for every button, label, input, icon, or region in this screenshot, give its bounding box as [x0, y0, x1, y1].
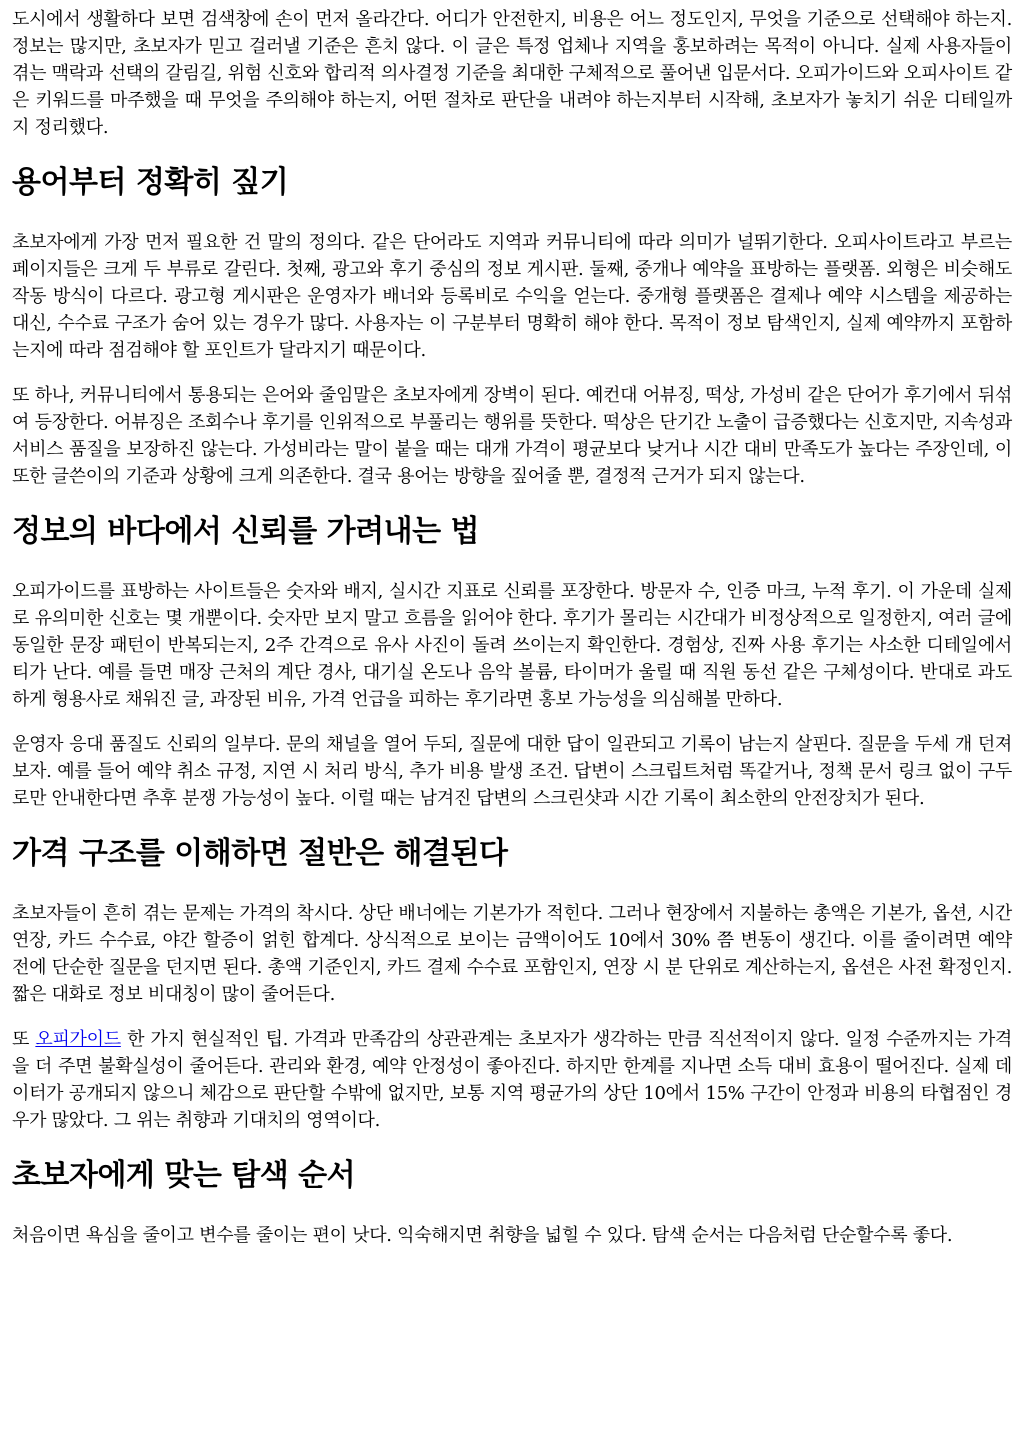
section-heading: 용어부터 정확히 짚기 [12, 165, 289, 200]
intro-paragraph: 도시에서 생활하다 보면 검색창에 손이 먼저 올라간다. 어디가 안전한지, 비용은 어느 정도인지, 무엇을 기준으로 선택해야 하는지. 정보는 많지만, 초보자가 믿고 걸러낼 기준은 흔치 않다. 이 글은 특정 업체나 지역을 홍보하려는 목적이 아니다. 실제 사용자들이 겪는 맥락과 선택의 갈림길, 위험 신호와 합리적 의사결정 기준을 최대한 구체적으로 풀어낸 입문서다. 오피가이드와 오피사이트 같은 키워드를 마주했을 때 무엇을 주의해야 하는지, 어떤 절차로 판단을 내려야 하는지부터 시작해, 초보자가 놓치기 쉬운 디테일까지 정리했다. [12, 9, 1012, 138]
body-paragraph: 초보자들이 흔히 겪는 문제는 가격의 착시다. 상단 배너에는 기본가가 적힌다. 그러나 현장에서 지불하는 총액은 기본가, 옵션, 시간 연장, 카드 수수료, 야간 할증이 얽힌 합계다. 상식적으로 보이는 금액이어도 10에서 30% 쯤 변동이 생긴다. 이를 줄이려면 예약 전에 단순한 질문을 던지면 된다. 총액 기준인지, 카드 결제 수수료 포함인지, 연장 시 분 단위로 계산하는지, 옵션은 사전 확정인지. 짧은 대화로 정보 비대칭이 많이 줄어든다. [12, 903, 1012, 1005]
body-paragraph: 처음이면 욕심을 줄이고 변수를 줄이는 편이 낫다. 익숙해지면 취향을 넓힐 수 있다. 탐색 순서는 다음처럼 단순할수록 좋다. [12, 1225, 953, 1246]
paragraph-prefix: 또 [12, 1029, 36, 1050]
section-heading: 정보의 바다에서 신뢰를 가려내는 법 [12, 514, 479, 549]
section-terminology [12, 163, 1012, 490]
opi-guide-link[interactable]: 오피가이드 [35, 1029, 121, 1050]
body-paragraph: 또 하나, 커뮤니티에서 통용되는 은어와 줄임말은 초보자에게 장벽이 된다. 예컨대 어뷰징, 떡상, 가성비 같은 단어가 후기에서 뒤섞여 등장한다. 어뷰징은 조회수나 후기를 인위적으로 부풀리는 행위를 뜻한다. 떡상은 단기간 노출이 급증했다는 신호지만, 지속성과 서비스 품질을 보장하진 않는다. 가성비라는 말이 붙을 때는 대개 가격이 평균보다 낮거나 시간 대비 만족도가 높다는 주장인데, 이 또한 글쓴이의 기준과 상황에 크게 의존한다. 결국 용어는 방향을 짚어줄 뿐, 결정적 근거가 되지 않는다. [12, 385, 1012, 487]
section-search-order [12, 1156, 1012, 1249]
section-trust [12, 512, 1012, 812]
paragraph-suffix: 한 가지 현실적인 팁. 가격과 만족감의 상관관계는 초보자가 생각하는 만큼 직선적이지 않다. 일정 수준까지는 가격을 더 주면 불확실성이 줄어든다. 관리와 환경, 예약 안정성이 좋아진다. 하지만 한계를 지나면 소득 대비 효용이 떨어진다. 실제 데이터가 공개되지 않으니 체감으로 판단할 수밖에 없지만, 보통 지역 평균가의 상단 10에서 15% 구간이 안정과 비용의 타협점인 경우가 많았다. 그 위는 취향과 기대치의 영역이다. [12, 1029, 1012, 1131]
section-heading: 가격 구조를 이해하면 절반은 해결된다 [12, 836, 508, 871]
body-paragraph: 운영자 응대 품질도 신뢰의 일부다. 문의 채널을 열어 두되, 질문에 대한 답이 일관되고 기록이 남는지 살핀다. 질문을 두세 개 던져 보자. 예를 들어 예약 취소 규정, 지연 시 처리 방식, 추가 비용 발생 조건. 답변이 스크립트처럼 똑같거나, 정책 문서 링크 없이 구두로만 안내한다면 추후 분쟁 가능성이 높다. 이럴 때는 남겨진 답변의 스크린샷과 시간 기록이 최소한의 안전장치가 된다. [12, 734, 1012, 809]
body-paragraph: 오피가이드를 표방하는 사이트들은 숫자와 배지, 실시간 지표로 신뢰를 포장한다. 방문자 수, 인증 마크, 누적 후기. 이 가운데 실제로 유의미한 신호는 몇 개뿐이다. 숫자만 보지 말고 흐름을 읽어야 한다. 후기가 몰리는 시간대가 비정상적으로 일정한지, 여러 글에 동일한 문장 패턴이 반복되는지, 2주 간격으로 유사 사진이 돌려 쓰이는지 확인한다. 경험상, 진짜 사용 후기는 사소한 디테일에서 티가 난다. 예를 들면 매장 근처의 계단 경사, 대기실 온도나 음악 볼륨, 타이머가 울릴 때 직원 동선 같은 구체성이다. 반대로 과도하게 형용사로 채워진 글, 과장된 비유, 가격 언급을 피하는 후기라면 홍보 가능성을 의심해볼 만하다. [12, 581, 1012, 710]
section-heading: 초보자에게 맞는 탐색 순서 [12, 1158, 356, 1193]
section-pricing [12, 834, 1012, 1134]
body-paragraph-with-link [12, 1026, 1012, 1134]
body-paragraph: 초보자에게 가장 먼저 필요한 건 말의 정의다. 같은 단어라도 지역과 커뮤니티에 따라 의미가 널뛰기한다. 오피사이트라고 부르는 페이지들은 크게 두 부류로 갈린다. 첫째, 광고와 후기 중심의 정보 게시판. 둘째, 중개나 예약을 표방하는 플랫폼. 외형은 비슷해도 작동 방식이 다르다. 광고형 게시판은 운영자가 배너와 등록비로 수익을 얻는다. 중개형 플랫폼은 결제나 예약 시스템을 제공하는 대신, 수수료 구조가 숨어 있는 경우가 많다. 사용자는 이 구분부터 명확히 해야 한다. 목적이 정보 탐색인지, 실제 예약까지 포함하는지에 따라 점검해야 할 포인트가 달라지기 때문이다. [12, 232, 1012, 361]
